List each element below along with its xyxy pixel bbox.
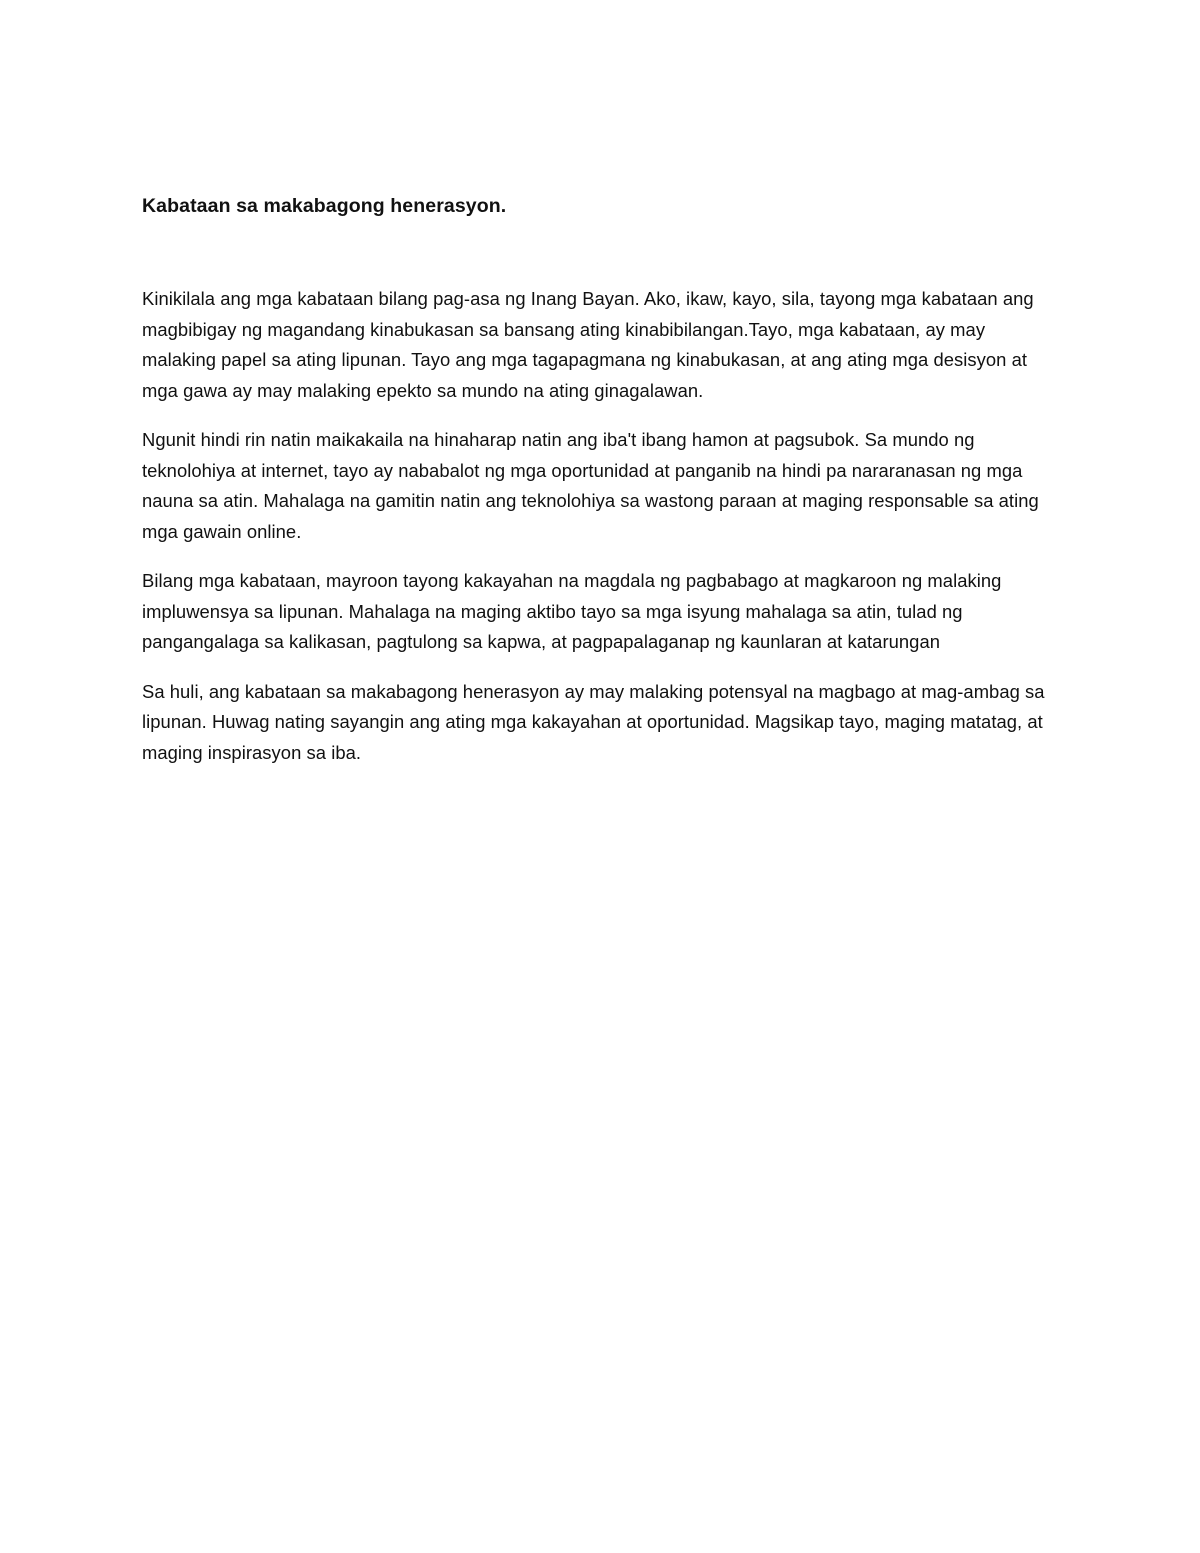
document-title: Kabataan sa makabagong henerasyon. xyxy=(142,195,507,217)
document-body xyxy=(142,284,1062,768)
paragraph-3: Bilang mga kabataan, mayroon tayong kakayahan na magdala ng pagbabago at magkaroon ng malaking impluwensya sa lipunan. Mahalaga na maging aktibo tayo sa mga isyung mahalaga sa atin, tulad ng pangangalaga sa kalikasan, pagtulong sa kapwa, at pagpapalaganap ng kaunlaran at katarungan xyxy=(142,570,1002,652)
paragraph-4: Sa huli, ang kabataan sa makabagong henerasyon ay may malaking potensyal na magbago at mag-ambag sa lipunan. Huwag nating sayangin ang ating mga kakayahan at oportunidad. Magsikap tayo, maging matatag, at maging inspirasyon sa iba. xyxy=(142,680,1045,763)
paragraph-1: Kinikilala ang mga kabataan bilang pag-asa ng Inang Bayan. Ako, ikaw, kayo, sila, tayong mga kabataan ang magbibigay ng magandang kinabukasan sa bansang ating kinabibilangan.Tayo, mga kabataan, ay may malaking papel sa ating lipunan. Tayo ang mga tagapagmana ng kinabukasan, at ang ating mga desisyon at mga gawa ay may malaking epekto sa mundo na ating ginagalawan. xyxy=(142,288,1034,401)
paragraph-2: Ngunit hindi rin natin maikakaila na hinaharap natin ang iba't ibang hamon at pagsubok. Sa mundo ng teknolohiya at internet, tayo ay nababalot ng mga oportunidad at panganib na hindi pa nararanasan ng mga nauna sa atin. Mahalaga na gamitin natin ang teknolohiya sa wastong paraan at maging responsable sa ating mga gawain online. xyxy=(142,429,1039,542)
document-content xyxy=(142,192,1062,787)
